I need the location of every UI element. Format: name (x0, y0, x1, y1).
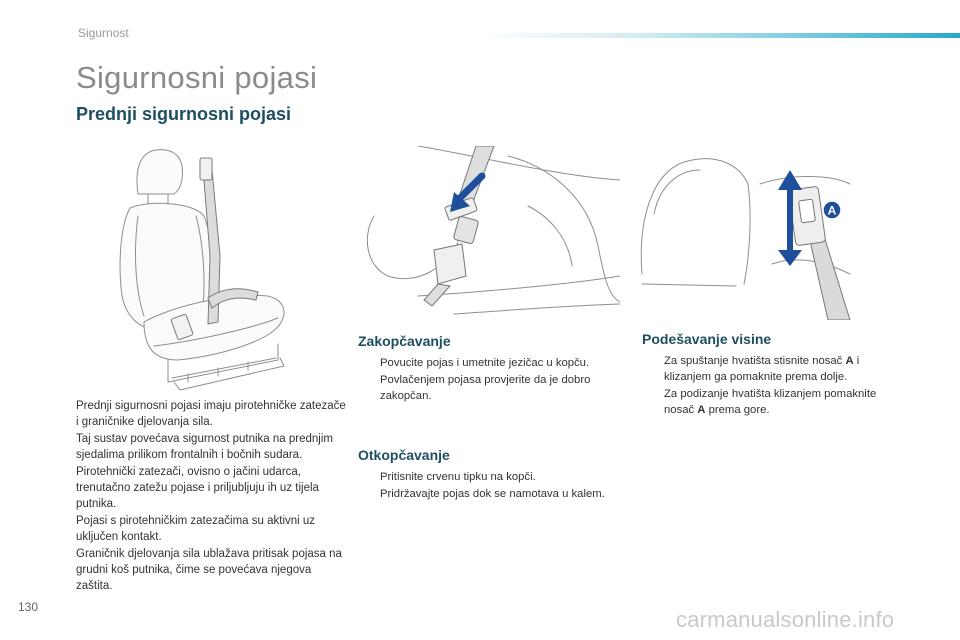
header-accent-bar (480, 33, 960, 38)
intro-paragraph: Graničnik djelovanja sila ublažava pritisak pojasa na grudni koš putnika, čime se povećava njegova zaštita. (76, 547, 342, 593)
intro-text (76, 398, 346, 595)
height-adjust-illustration (640, 154, 852, 320)
unfastening-list (358, 469, 608, 503)
fastening-heading: Zakopčavanje (358, 333, 451, 349)
fastening-list (358, 355, 620, 405)
seat-belt-illustration (108, 146, 298, 396)
page-subtitle: Prednji sigurnosni pojasi (76, 104, 292, 124)
intro-paragraph: Taj sustav povećava sigurnost putnika na prednjim sjedalima prilikom frontalnih i bočnih sudara. Pirotehnički zatezači, ovisno o jačini udarca, trenutačno zatežu pojase i priljubljuju ih uz tijela putnika. (76, 432, 333, 511)
callout-a-label: A (827, 203, 837, 218)
list-item: Pritisnite crvenu tipku na kopči. (380, 471, 536, 483)
list-item: Povlačenjem pojasa provjerite da je dobro zakopčan. (380, 374, 591, 402)
watermark: carmanualsonline.info (676, 607, 895, 632)
intro-paragraph: Prednji sigurnosni pojasi imaju pirotehničke zatezače i graničnike djelovanja sila. (76, 400, 346, 429)
list-item: Povucite pojas i umetnite jezičac u kopču. (380, 357, 590, 369)
section-tag: Sigurnost (78, 26, 129, 40)
buckle-fastening-illustration (358, 146, 620, 316)
height-adjust-list (642, 353, 904, 419)
list-item: Za spuštanje hvatišta stisnite nosač A i klizanjem ga pomaknite prema dolje. (664, 355, 860, 383)
list-item: Za podizanje hvatišta klizanjem pomaknite nosač A prema gore. (664, 388, 877, 416)
intro-paragraph: Pojasi s pirotehničkim zatezačima su aktivni uz uključen kontakt. (76, 514, 316, 544)
list-item: Pridržavajte pojas dok se namotava u kalem. (380, 488, 605, 500)
unfastening-heading: Otkopčavanje (358, 447, 450, 463)
callout-a-badge (823, 201, 841, 219)
page-number: 130 (18, 600, 39, 614)
page-title: Sigurnosni pojasi (76, 60, 318, 95)
height-adjust-heading: Podešavanje visine (642, 331, 772, 347)
